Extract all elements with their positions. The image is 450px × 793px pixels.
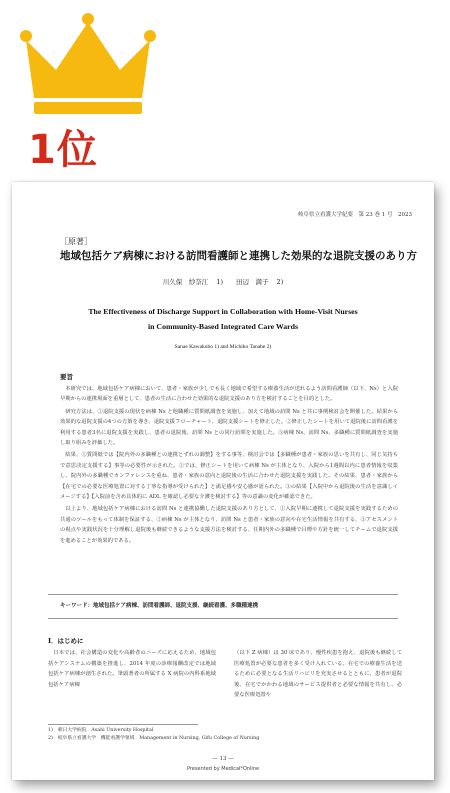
crown-icon bbox=[18, 12, 158, 117]
rank-label: 1位 bbox=[28, 127, 98, 173]
paper-title-en-line1: The Effectiveness of Discharge Support in Collaboration with Home-Visit Nurses bbox=[88, 307, 358, 316]
paper-title-en bbox=[12, 304, 434, 334]
authors-ja: 川久保 紗奈江 1) 田辺 満子 2) bbox=[162, 278, 284, 286]
abstract-paragraph: 結果、①質問紙では【院内外の多職種との連携とずれの調整】をする事等、検討会では【多職種が患者・家族の思いを共有し、同じ気持ちで意思決定支援する】事等の必要性が示された。②では、修正シートを用いて病棟 Ns が主体となり、入院から1週間以内に患者情報を収集し、院内外の多職種でカンファレンスを重ね、患者・家族の意向と退院後の生活に合わせた退院支援を実践した。その結果、患者・家族から【在宅での必要な医療処置に対する丁寧な指導が受けられた】と満足感や安心感が語られた。③の結果【入院中から退院後の生活を意識しイメージする】【入院前を含め具体的に ADL を確認し必要な介護を検討する】等の意識の変化が確認できた。 bbox=[60, 452, 398, 501]
abstract-heading: 要旨 bbox=[60, 373, 73, 381]
journal-citation: 岐阜県立看護大学紀要 第 23 巻 1 号 2023 bbox=[298, 212, 412, 218]
paper-title-en-line2: in Community-Based Integrated Care Wards bbox=[147, 322, 299, 331]
abstract bbox=[60, 384, 398, 548]
divider bbox=[48, 594, 398, 595]
abstract-paragraph: 研究方法は、①退院支援の現状を病棟 Ns と他職種に質問紙調査を実施し、加えて地域の訪問 Ns と共に事例検討会を開催した。結果から効果的な退院支援の4つの方策を導き、退院支援フローチャート、退院支援シートを修正した。②修正したシートを用いて退院後に訪問看護を利用する患者3名に退院支援を実践し、患者の退院後、訪問 Ns との同行訪問を実施した。③病棟 Ns、訪問 Ns、多職種に質問紙調査を実施し取り組みを評価した。 bbox=[60, 408, 398, 447]
footnote: 1) 朝日大学病院 Asahi University Hospital bbox=[48, 728, 154, 733]
body-column-right bbox=[234, 648, 402, 701]
paper-page bbox=[12, 182, 434, 780]
article-type: ［原著］ bbox=[60, 237, 92, 246]
body-column-left bbox=[48, 648, 216, 690]
footnote-divider bbox=[48, 724, 198, 725]
divider bbox=[48, 618, 398, 619]
body-text: （以下 Z 病棟）は 30 床であり、慢性疾患を抱え、退院後も継続して医療処置が必要な患者を多く受け入れている。在宅での療養生活を送るために必要となる生活リハビリを充実させるとともに、患者が退院後、在宅でかかわる地域のサービス提供者と必要な情報を共有し、必要な医療処置や bbox=[234, 650, 402, 698]
publisher-footer: Presented by Medical*Online bbox=[186, 766, 260, 772]
page-number: — 13 — bbox=[212, 756, 234, 762]
authors-en: Sanae Kawakubo 1) and Michiko Tanabe 2) bbox=[174, 344, 272, 350]
footnote: 2) 岐阜県立看護大学 機能看護学領域 Management in Nursing, Gifu College of Nursing bbox=[48, 736, 260, 741]
abstract-paragraph: 以上より、地域包括ケア病棟における訪問 Ns と連携協働した退院支援のあり方として、①入院早期に連携して退院支援を実践するための共通のツールをもって体制を保証する、②病棟 Ns が主体となり、訪問 Ns と患者・家族の意向や在宅生活情報を共有する、③アセスメントの視点や実践状況を十分理解し退院後も継続できるような支援方法を検討する、任期内外の多職種で目標や方針を統一してチームで退院支援を進めることが効果的である。 bbox=[60, 506, 398, 544]
body-text: 日本では、社会構造の変化や高齢者のニーズに応えるため、地域包括ケアシステムの構築を推進し、2014 年度の診療報酬改定では地域包括ケア病棟が創生された。筆頭著者の所属する X 病院の内科系地域包括ケア病棟 bbox=[48, 650, 216, 688]
abstract-paragraph: 本研究では、地域包括ケア病棟において、患者・家族が少しでも長く地域で希望する療養生活が送れるよう訪問看護師（以下、Ns）と入院早期からの連携場面を重層として、患者の生活に合わせた効果的な退院支援のあり方を検討することを目的とした。 bbox=[60, 386, 398, 403]
section-heading: Ⅰ．はじめに bbox=[48, 637, 84, 645]
keywords: キーワード：地域包括ケア病棟、訪問看護師、退院支援、継続看護、多職種連携 bbox=[60, 603, 259, 609]
paper-title-ja: 地域包括ケア病棟における訪問看護師と連携した効果的な退院支援のあり方 bbox=[60, 250, 417, 262]
footnotes bbox=[48, 727, 408, 743]
